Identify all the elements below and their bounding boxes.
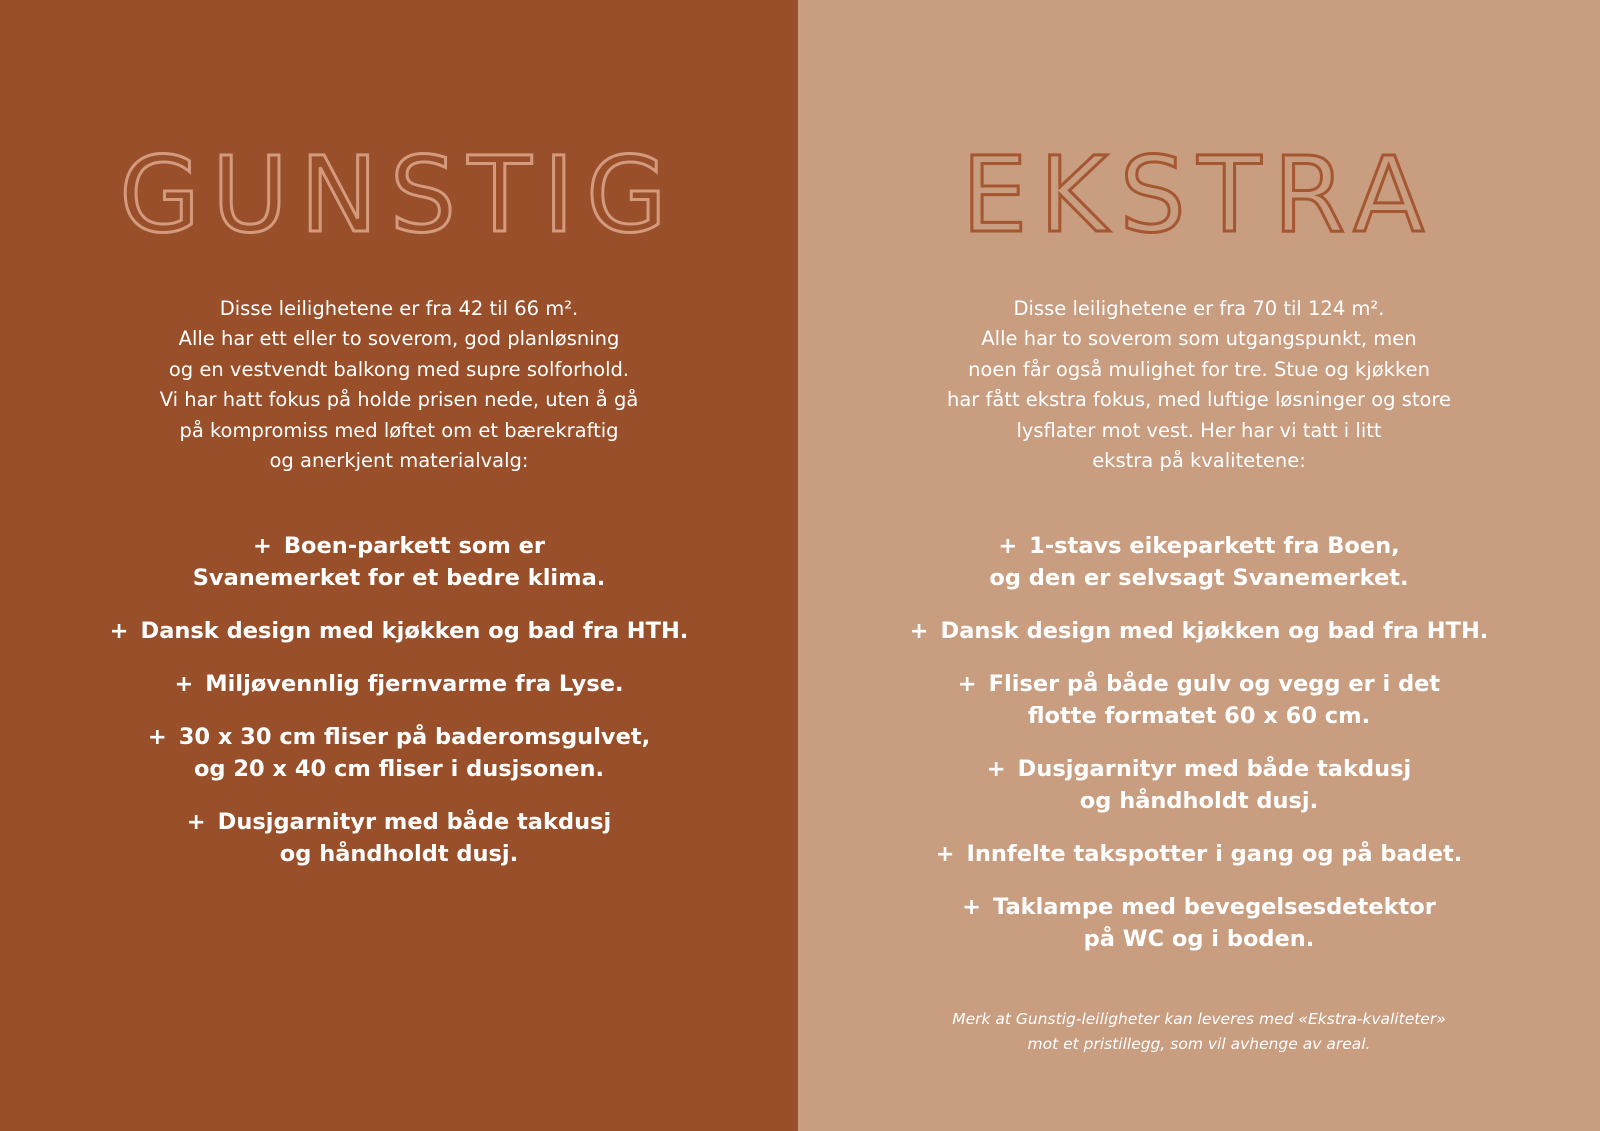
ekstra-panel <box>798 0 1600 1131</box>
ekstra-intro <box>798 294 1600 476</box>
gunstig-intro-line: og anerkjent materialvalg: <box>269 449 529 473</box>
feature-line <box>798 891 1600 923</box>
feature-line <box>0 806 798 838</box>
ekstra-intro-line: Disse leilighetene er fra 70 til 124 m². <box>1013 297 1385 320</box>
feature-line: på WC og i boden. <box>1083 926 1315 952</box>
feature-item <box>798 668 1600 732</box>
gunstig-intro-line: på kompromiss med løftet om et bærekraftig <box>179 418 619 442</box>
gunstig-intro-line: Disse leilighetene er fra 42 til 66 m². <box>219 297 579 320</box>
feature-item <box>0 530 798 594</box>
ekstra-intro-line: har fått ekstra fokus, med luftige løsninger og store <box>946 388 1452 412</box>
gunstig-feature-list <box>0 530 798 891</box>
ekstra-intro-line: lysflater mot vest. Her har vi tatt i litt <box>1016 418 1382 442</box>
feature-text: 30 x 30 cm fliser på baderomsgulvet, <box>178 724 651 750</box>
feature-text: Boen-parkett som er <box>283 533 545 559</box>
plus-icon: + <box>186 809 206 835</box>
feature-item <box>798 530 1600 594</box>
plus-icon: + <box>957 671 977 697</box>
feature-text: Dusjgarnityr med både takdusj <box>1017 756 1412 782</box>
plus-icon: + <box>909 618 929 644</box>
ekstra-intro-line: ekstra på kvalitetene: <box>1092 449 1306 473</box>
feature-line <box>798 838 1600 870</box>
feature-item <box>798 891 1600 955</box>
ekstra-title: EKSTRA <box>961 134 1437 256</box>
feature-item <box>798 838 1600 870</box>
gunstig-intro-line: og en vestvendt balkong med supre solforhold. <box>168 357 630 381</box>
plus-icon: + <box>147 724 167 750</box>
footnote-line: Merk at Gunstig-leiligheter kan leveres med «Ekstra-kvaliteter» <box>952 1010 1446 1028</box>
feature-text: Fliser på både gulv og vegg er i det <box>988 671 1441 697</box>
feature-item <box>798 615 1600 647</box>
ekstra-intro-line: noen får også mulighet for tre. Stue og kjøkken <box>968 357 1430 381</box>
plus-icon: + <box>253 533 272 559</box>
ekstra-footnote <box>798 1007 1600 1057</box>
feature-item <box>0 721 798 785</box>
feature-item <box>798 753 1600 817</box>
feature-line <box>798 615 1600 647</box>
feature-line <box>0 668 798 700</box>
feature-line <box>798 530 1600 562</box>
feature-line <box>0 615 798 647</box>
gunstig-intro <box>0 294 798 476</box>
feature-text: Innfelte takspotter i gang og på badet. <box>966 841 1463 867</box>
feature-item <box>0 806 798 870</box>
feature-text: Taklampe med bevegelsesdetektor <box>993 894 1436 920</box>
ekstra-feature-list <box>798 530 1600 976</box>
feature-line: og håndholdt dusj. <box>279 841 519 867</box>
feature-text: Dansk design med kjøkken og bad fra HTH. <box>140 618 689 644</box>
gunstig-intro-line: Vi har hatt fokus på holde prisen nede, uten å gå <box>159 388 639 412</box>
plus-icon: + <box>962 894 981 920</box>
feature-line: og håndholdt dusj. <box>1079 788 1319 814</box>
feature-line <box>798 668 1600 700</box>
plus-icon: + <box>998 533 1018 559</box>
feature-line: flotte formatet 60 x 60 cm. <box>1027 703 1371 729</box>
feature-line <box>0 530 798 562</box>
feature-line: og den er selvsagt Svanemerket. <box>989 565 1409 591</box>
plus-icon: + <box>109 618 129 644</box>
feature-text: Dansk design med kjøkken og bad fra HTH. <box>940 618 1489 644</box>
feature-item <box>0 615 798 647</box>
plus-icon: + <box>935 841 955 867</box>
feature-text: Miljøvennlig fjernvarme fra Lyse. <box>205 671 624 697</box>
feature-line: og 20 x 40 cm fliser i dusjsonen. <box>193 756 605 782</box>
plus-icon: + <box>174 671 194 697</box>
feature-line <box>798 753 1600 785</box>
feature-item <box>0 668 798 700</box>
feature-line <box>0 721 798 753</box>
gunstig-title: GUNSTIG <box>119 134 679 256</box>
footnote-line: mot et pristillegg, som vil avhenge av areal. <box>1027 1035 1371 1053</box>
feature-line: Svanemerket for et bedre klima. <box>192 565 606 591</box>
plus-icon: + <box>986 756 1006 782</box>
ekstra-intro-line: Alle har to soverom som utgangspunkt, men <box>981 327 1417 351</box>
feature-text: Dusjgarnityr med både takdusj <box>217 809 612 835</box>
feature-text: 1-stavs eikeparkett fra Boen, <box>1029 533 1400 559</box>
gunstig-panel <box>0 0 798 1131</box>
gunstig-intro-line: Alle har ett eller to soverom, god planløsning <box>178 327 620 351</box>
